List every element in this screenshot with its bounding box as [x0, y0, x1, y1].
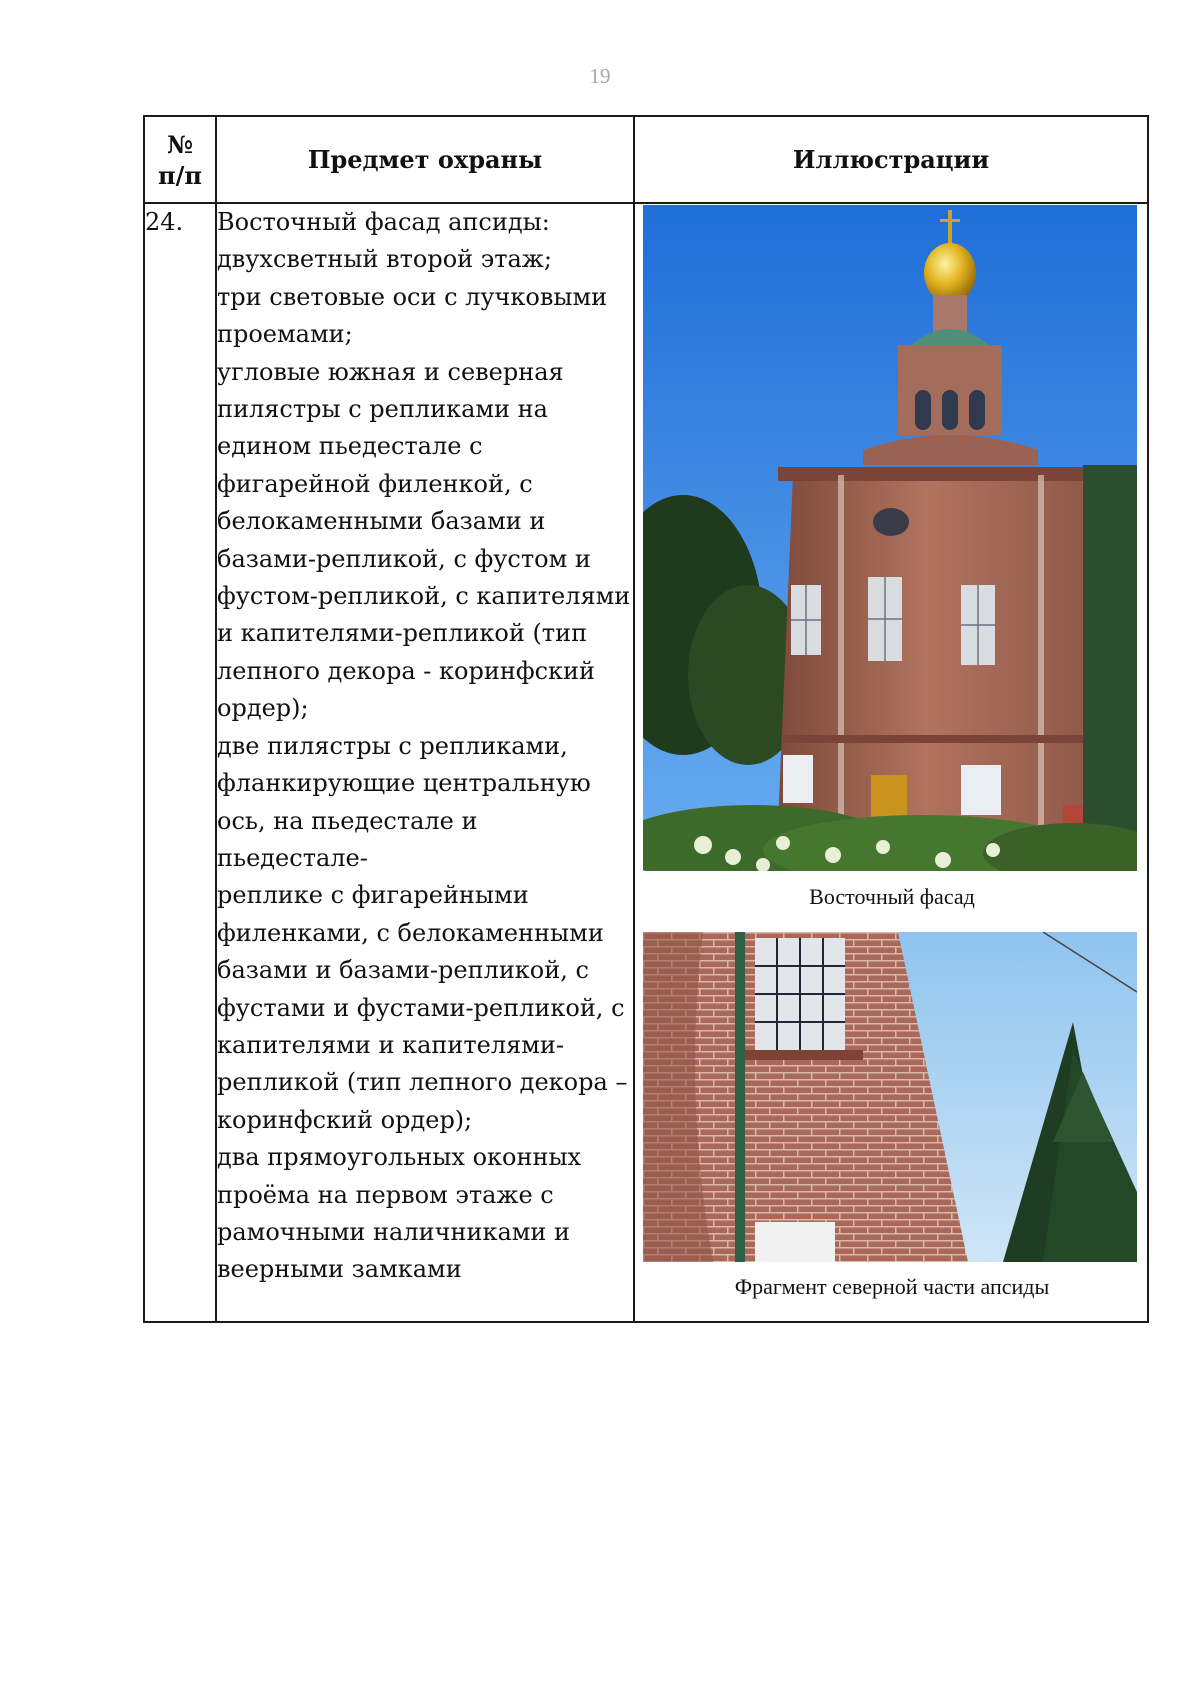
subject-line: и капителями-репликой (тип [217, 619, 588, 648]
subject-line: проемами; [217, 320, 353, 349]
subject-line: два прямоугольных оконных [217, 1143, 582, 1172]
subject-line: фустом-репликой, с капителями [217, 582, 631, 611]
subject-line: фустами и фустами-репликой, с [217, 993, 625, 1022]
subject-line: рамочными наличниками и [217, 1217, 571, 1246]
subject-line: пилястры с репликами на [217, 395, 548, 424]
subject-line: коринфский ордер); [217, 1105, 473, 1134]
page-number: 19 [589, 64, 611, 88]
header-illustrations: Иллюстрации [634, 116, 1148, 203]
subject-line: реплике с фигарейными [217, 881, 529, 910]
header-subject: Предмет охраны [216, 116, 634, 203]
caption-east-facade: Восточный фасад [809, 884, 975, 909]
row-number: 24. [144, 203, 216, 1322]
caption-north-apse-fragment: Фрагмент северной части апсиды [734, 1274, 1050, 1299]
photo-north-apse-fragment [643, 932, 1137, 1262]
subject-line: веерными замками [217, 1255, 462, 1284]
subject-line: три световые оси с лучковыми [217, 282, 608, 311]
subject-line: лепного декора - коринфский [217, 656, 596, 685]
subject-line: едином пьедестале с [217, 432, 483, 461]
subject-line: двухсветный второй этаж; [217, 245, 552, 274]
row-illustrations [634, 203, 1148, 1322]
subject-line: базами и базами-репликой, с [217, 956, 589, 985]
subject-line: Восточный фасад апсиды: [217, 208, 550, 236]
subject-line: две пилястры с репликами, [217, 731, 568, 760]
header-number [144, 116, 216, 203]
table-row [144, 203, 1148, 1322]
header-number-line1: № [166, 129, 194, 159]
protection-table [143, 115, 1149, 1323]
subject-line: репликой (тип лепного декора – [217, 1068, 628, 1097]
subject-line: филенками, с белокаменными [217, 918, 604, 947]
subject-line: базами-репликой, с фустом и [217, 544, 591, 573]
subject-line: белокаменными базами и [217, 507, 546, 536]
subject-line: фланкирующие центральную [217, 769, 591, 798]
subject-line: проёма на первом этаже с [217, 1180, 554, 1209]
subject-line: ось, на пьедестале и пьедестале- [217, 806, 486, 872]
photo-east-facade [643, 205, 1137, 871]
row-subject [216, 203, 634, 1322]
table-header-row [144, 116, 1148, 203]
header-number-line2: п/п [158, 160, 202, 190]
subject-line: ордер); [217, 694, 309, 723]
subject-line: капителями и капителями- [217, 1030, 565, 1059]
subject-line: фигарейной филенкой, с [217, 469, 533, 498]
subject-text [217, 204, 633, 1289]
subject-line: угловые южная и северная [217, 357, 564, 386]
